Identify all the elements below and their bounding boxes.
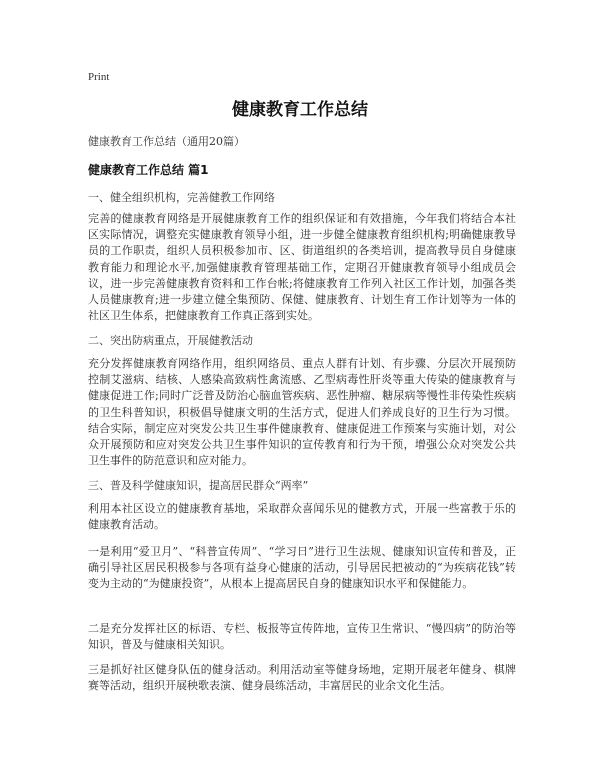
page-title: 健康教育工作总结 xyxy=(232,100,368,120)
paragraph: 利用本社区设立的健康教育基地，采取群众喜闻乐见的健教方式，开展一些富教于乐的健康教育活动。 xyxy=(88,502,516,532)
document-subtitle: 健康教育工作总结（通用20篇） xyxy=(88,135,245,148)
chapter-title: 健康教育工作总结 篇1 xyxy=(88,163,209,177)
paragraph: 充分发挥健康教育网络作用，组织网络员、重点人群有计划、有步骤、分层次开展预防控制艾滋病、结核、人感染高致病性禽流感、乙型病毒性肝炎等重大传染的健康教育与健康促进工作;同时广泛普及防治心脑血管疾病、恶性肿瘤、糖尿病等慢性非传染性疾病的卫生科普知识，积极倡导健康文明的生活方式，促进人们养成良好的卫生行为习惯。结合实际，制定应对突发公共卫生事件健康教育、健康促进工作预案与实施计划，对公众开展预防和应对突发公共卫生事件知识的宣传教育和行为干预，增强公众对突发公共卫生事件的防范意识和应对能力。 xyxy=(88,357,516,468)
paragraph: 一是利用“爱卫月”、“科普宣传周”、“学习日”进行卫生法规、健康知识宣传和普及，正确引导社区居民积极参与各项有益身心健康的活动，引导居民把被动的“为疾病花钱”转变为主动的“为健康投资”，从根本上提高居民自身的健康知识水平和保健能力。 xyxy=(88,545,516,591)
paragraph: 三是抓好社区健身队伍的健身活动。利用活动室等健身场地，定期开展老年健身、棋牌赛等活动，组织开展秧歌表演、健身晨练活动，丰富居民的业余文化生活。 xyxy=(88,663,516,693)
paragraph: 完善的健康教育网络是开展健康教育工作的组织保证和有效措施，今年我们将结合本社区实际情况，调整充实健康教育领导小组，进一步健全健康教育组织机构;明确健康教导员的工作职责，组织人员积极参加市、区、街道组织的各类培训，提高教导员自身健康教育能力和理论水平,加强健康教育管理基础工作，定期召开健康教育领导小组成员会议，进一步完善健康教育资料和工作台帐;将健康教育工作列入社区工作计划，加强各类人员健康教育;进一步建立健全集预防、保健、健康教育、计划生育工作计划等为一体的社区卫生体系，把健康教育工作真正落到实处。 xyxy=(88,212,516,323)
section-heading-2: 二、突出防病重点，开展健教活动 xyxy=(88,334,253,347)
section-heading-1: 一、健全组织机构，完善健教工作网络 xyxy=(88,191,275,204)
print-link[interactable]: Print xyxy=(88,71,110,83)
section-heading-3: 三、普及科学健康知识，提高居民群众“两率” xyxy=(88,479,309,492)
paragraph: 二是充分发挥社区的标语、专栏、板报等宣传阵地，宣传卫生常识、“慢四病”的防治等知识，普及与健康相关知识。 xyxy=(88,622,516,652)
